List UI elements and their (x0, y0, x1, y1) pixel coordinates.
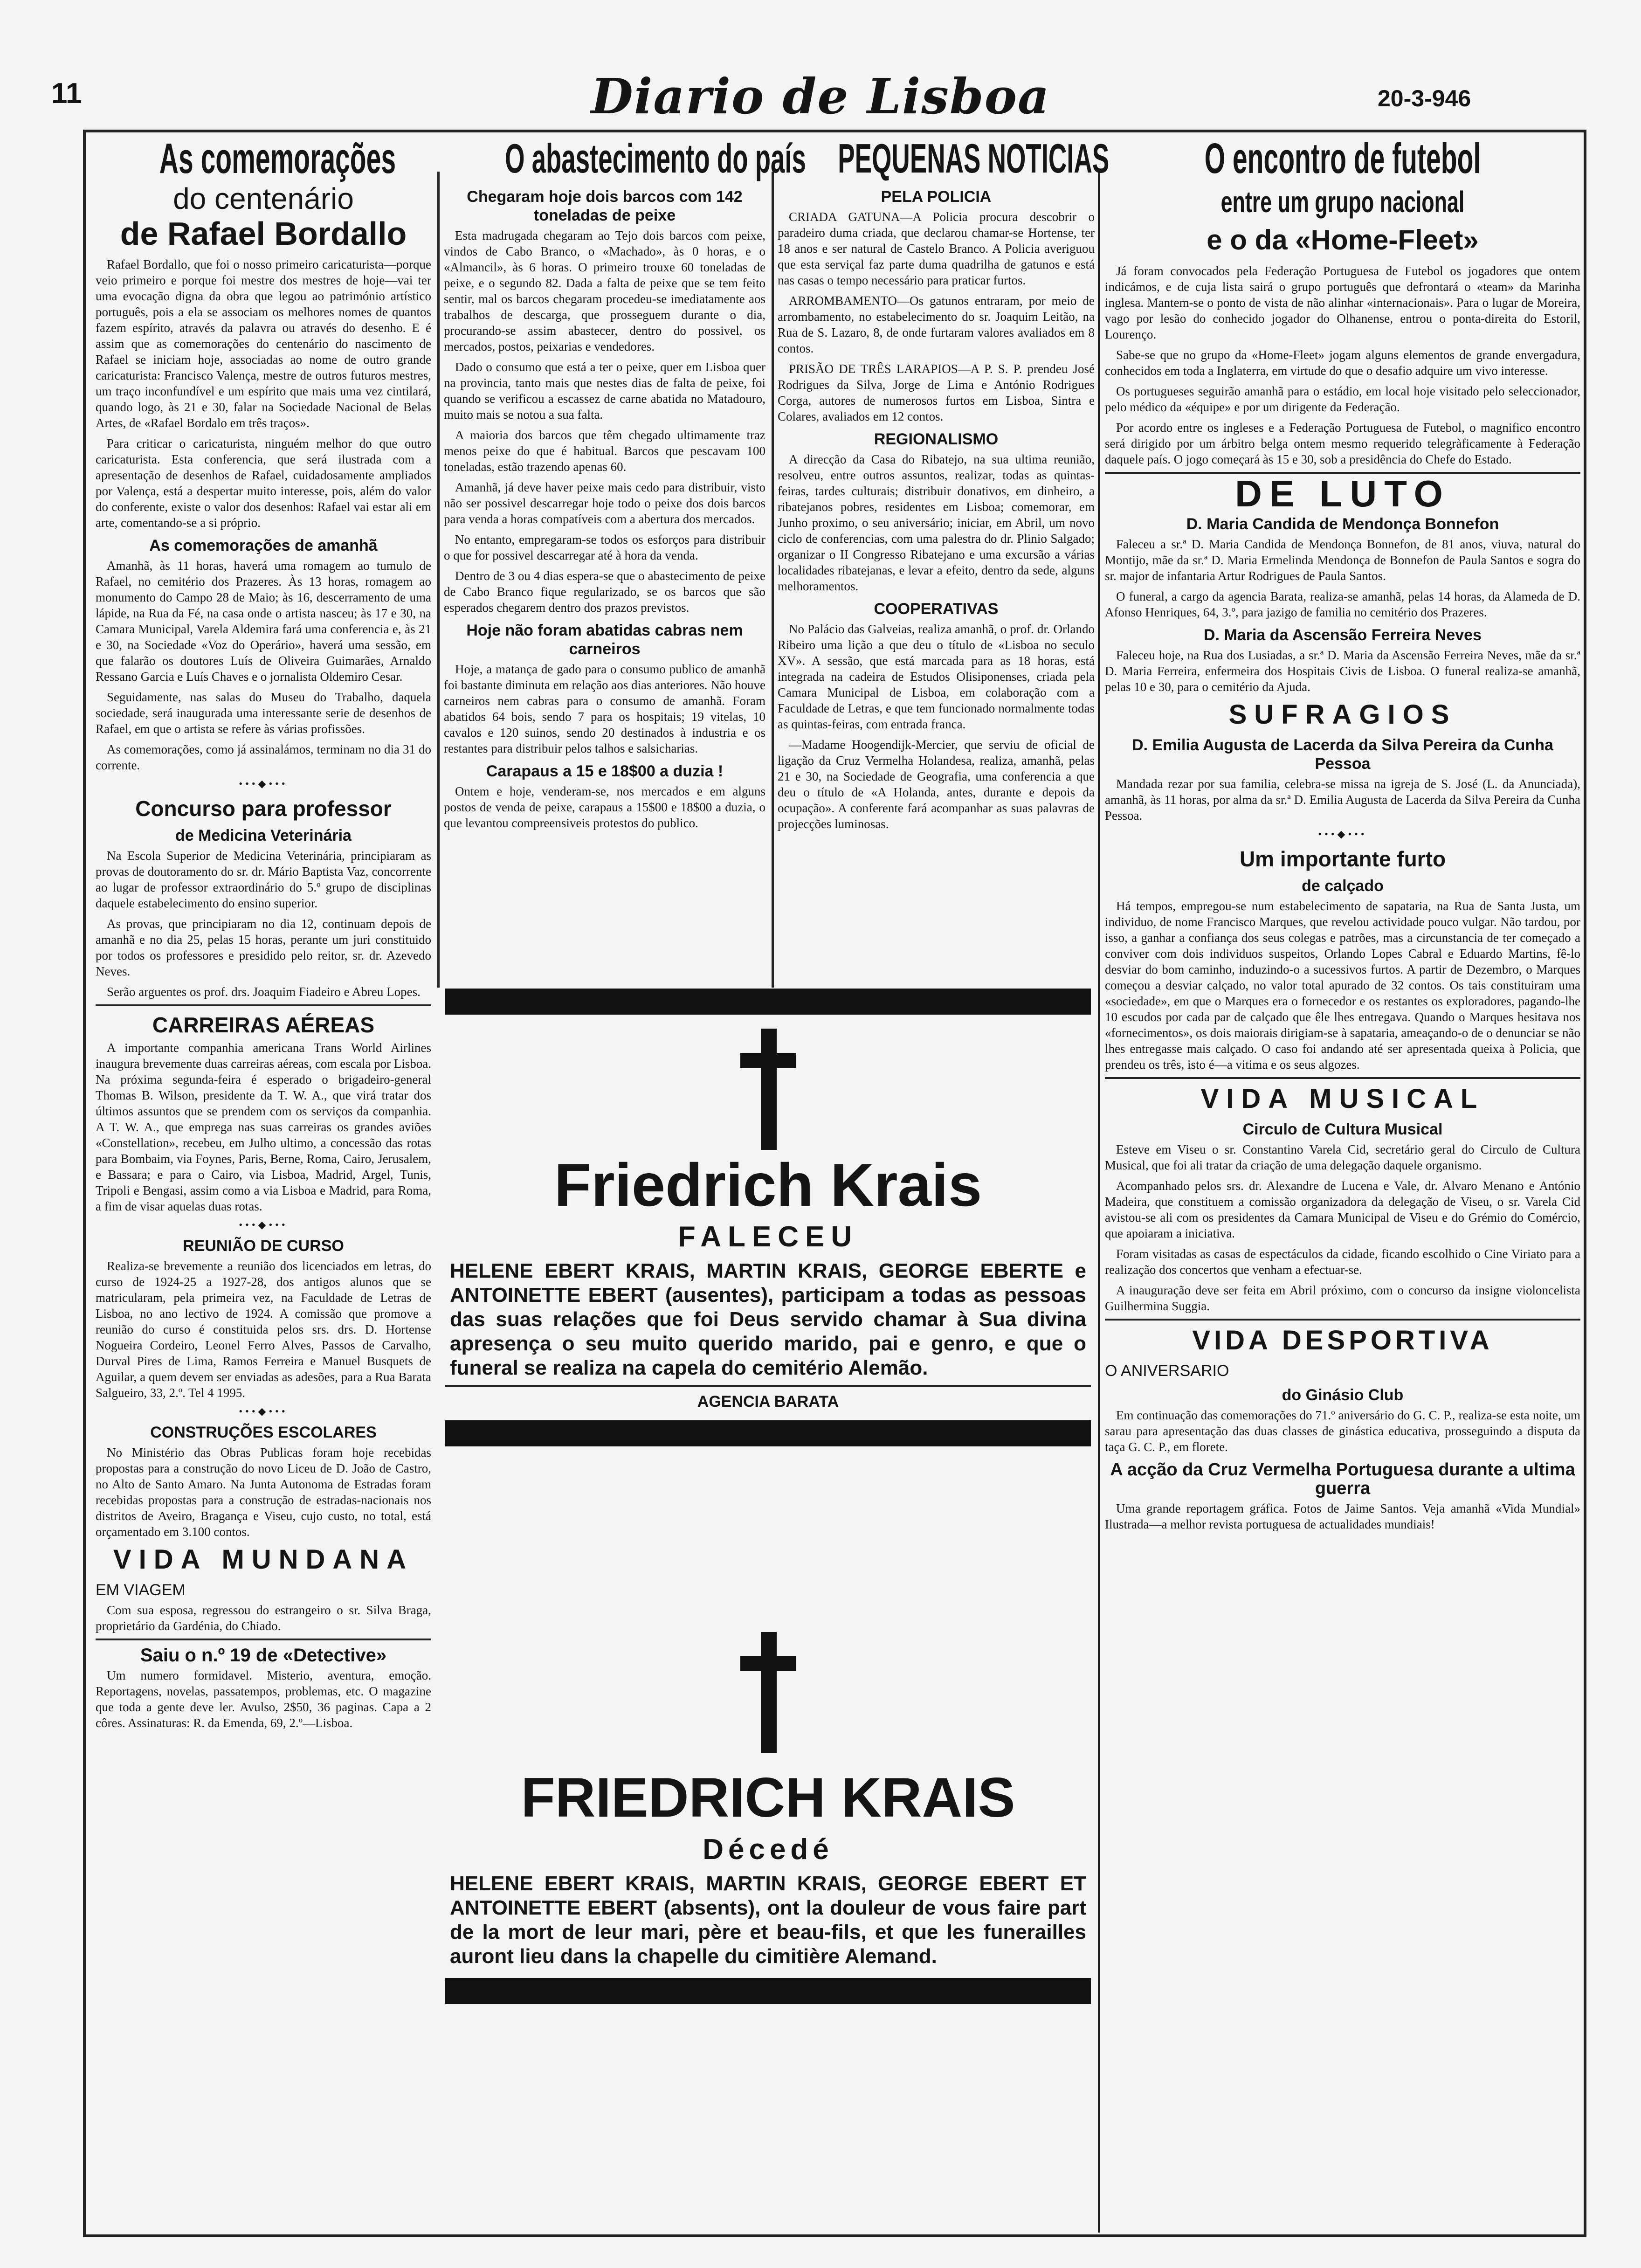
paragraph: Esteve em Viseu o sr. Constantino Varela Cid, secretário geral do Circulo de Cultura Musical, que foi ali tratar da criação de uma delegação daquele organismo. (1105, 1142, 1580, 1172)
paragraph: As provas, que principiaram no dia 12, continuam depois de amanhã e no dia 25, pelas 15 horas, perante um juri constituido por todos os professores e presidido pelo reitor, sr. dr. Azevedo Neves. (96, 917, 431, 978)
paragraph: Para criticar o caricaturista, ninguém melhor do que outro caricaturista. Esta conferencia, que será ilustrada com a apresentação de desenhos de Rafael, cuidadosamente ampliados por Valença, está a despertar muito interesse, pois, além do valor do conferente, existe o valor dos desenhos: Rafael vai estar ali em arte, comentando-se a si próprio. (96, 436, 431, 530)
notice-subtitle: FALECEU (677, 1221, 859, 1253)
paragraph: PRISÃO DE TRÊS LARAPIOS—A P. S. P. prendeu José Rodrigues da Silva, Jorge de Lima e António Rodrigues Corga, autores de numerosos furtos em Lisboa, Sintra e Colares, avaliados em 12 contos. (778, 362, 1095, 423)
notice-name: Friedrich Krais (554, 1151, 982, 1219)
paragraph: No Ministério das Obras Publicas foram hoje recebidas propostas para a construção do novo Liceu de D. João de Castro, no Alto de Santo Amaro. Na Junta Autonoma de Estradas foram recebidas propostas para a construção de estradas-nacionais nos distritos de Aveiro, Bragança e Viseu, cujo custo, no total, está orçamentado em 3.100 contos. (96, 1445, 431, 1539)
notice-name: FRIEDRICH KRAIS (521, 1766, 1015, 1829)
article-subtitle: do Ginásio Club (1282, 1386, 1404, 1404)
column-rule (1098, 172, 1100, 2233)
page-number: 11 (51, 77, 82, 110)
paragraph: No entanto, empregaram-se todos os esforços para distribuir o que for possivel descarregar até à hora da venda. (444, 532, 765, 562)
ornament-divider: •••◆••• (1318, 828, 1367, 840)
article-title-cruz-vermelha: A acção da Cruz Vermelha Portuguesa durante a ultima guerra (1110, 1460, 1575, 1498)
paragraph: CRIADA GATUNA—A Policia procura descobrir o paradeiro duma criada, que declarou chamar-se Hortense, ter 18 anos e ser natural de Castelo Branco. A Policia averiguou que esta serviçal faz parte duma quadrilha de gatunos e está nas casas o tempo necessário para praticar furtos. (778, 210, 1095, 287)
section-heading: REGIONALISMO (874, 430, 999, 448)
issue-date: 20-3-946 (1378, 85, 1471, 111)
paragraph: Serão arguentes os prof. drs. Joaquim Fiadeiro e Abreu Lopes. (107, 985, 421, 999)
paragraph: No Palácio das Galveias, realiza amanhã, o prof. dr. Orlando Ribeiro uma lição a que deu o título de «Lisboa no seculo XV». A sessão, que está marcada para as 18 horas, está integrada na cadeira de Estudos Olisiponenses, criada pela Camara Municipal de Lisboa, em colaboração com a Faculdade de Letras, e que tem funcionado normalmente todas as quintas-feiras, com entrada franca. (778, 622, 1095, 731)
article-subtitle: entre um grupo nacional (1220, 185, 1465, 219)
paragraph: Rafael Bordallo, que foi o nosso primeiro caricaturista—porque veio primeiro e porque foi mestre dos mestres de hoje—vai ter uma evocação digna da obra que legou ao património artístico português, pois a ela se associam os melhores nomes de quantos fazem espírito, através da palavra ou através do desenho. E é assim que as comemorações do centenário do nascimento de Rafael se iniciam hoje, associadas ao nome de outro grande caricaturista: Francisco Valença, mestre de outros futuros mestres, um traço inconfundível e um espírito que mais uma vez cintilará, quando logo, às 21 e 30, falar na Sociedade Nacional de Belas Artes, de «Rafael Bordalo em três traços». (96, 257, 431, 430)
column-1 (96, 135, 431, 2229)
funeral-notice-portuguese (445, 989, 1091, 1522)
column-rule (437, 172, 440, 988)
black-bar (445, 989, 1091, 1015)
article-subtitle: EM VIAGEM (96, 1581, 186, 1599)
paragraph: Amanhã, já deve haver peixe mais cedo para distribuir, visto não ser possivel descarregar hoje todo o peixe dos dois barcos para venda a horas compatíveis com a abertura dos mercados. (444, 480, 765, 526)
divider (1105, 1319, 1580, 1321)
paragraph: Por acordo entre os ingleses e a Federação Portuguesa de Futebol, o magnifico encontro será dirigido por um árbitro belga ontem mesmo requerido telegràficamente à Federação daquele país. O jogo começará às 15 e 30, sob a presidência do Chefe do Estado. (1105, 421, 1580, 466)
divider (1105, 1077, 1580, 1079)
notice-text: HELENE EBERT KRAIS, MARTIN KRAIS, GEORGE EBERT ET ANTOINETTE EBERT (absents), ont la douleur de vous faire part de la mort de leur mari, père et beau-fils, et que les funerailles auront lieu dans la chapelle du cimitière Alemand. (450, 1872, 1086, 1968)
article-subtitle: de calçado (1302, 877, 1384, 895)
notice-agency: AGENCIA BARATA (697, 1393, 839, 1411)
section-heading: Carapaus a 15 e 18$00 a duzia ! (486, 762, 724, 780)
section-heading: As comemorações de amanhã (149, 537, 378, 554)
article-title-abastecimento: O abastecimento do país (505, 135, 806, 181)
paragraph: Foram visitadas as casas de espectáculos da cidade, ficando escolhido o Cine Viriato para a realização dos concertos que venham a efectuar-se. (1105, 1247, 1580, 1277)
column-3 (778, 135, 1110, 989)
article-title-comemoracoes: As comemorações (159, 135, 396, 182)
paragraph: Ontem e hoje, venderam-se, nos mercados e em alguns postos de venda de peixe, carapaus a 15$00 e 18$00 a duzia, o que levantou compreensiveis protestos do publico. (444, 784, 765, 830)
paragraph: Dado o consumo que está a ter o peixe, quer em Lisboa quer na provincia, tanto mais que nestes dias de falta de peixe, foi quando se verificou a escassez de carne abatida no Matadouro, muito mais se notou a sua falta. (444, 360, 765, 422)
paragraph: Os portugueses seguirão amanhã para o estádio, em local hoje visitado pelo seleccionador, pelo médico da «équipe» e por um dirigente da Federação. (1105, 384, 1580, 414)
ornament-divider: •••◆••• (239, 1405, 288, 1417)
paragraph: —Madame Hoogendijk-Mercier, que serviu de oficial de ligação da Cruz Vermelha Holandesa, realiza, amanhã, pelas 21 e 30, na Sociedade de Geografia, uma conferencia a que deu o título de «A Holanda, antes, durante e depois da ocupação». A conferente fará acompanhar as suas palavras de projecções luminosas. (778, 738, 1095, 831)
divider (445, 1385, 1091, 1387)
masthead: Diario de Lisboa (591, 68, 1050, 125)
notice-subtitle: Décedé (703, 1833, 834, 1866)
article-title-mundana: VIDA MUNDANA (113, 1544, 414, 1575)
article-title-pequenas-noticias: PEQUENAS NOTICIAS (838, 135, 1110, 181)
article-subtitle: de Rafael Bordallo (120, 215, 407, 252)
paragraph: Há tempos, empregou-se num estabelecimento de sapataria, na Rua de Santa Justa, um individuo, de nome Francisco Marques, que revelou actividade pouco vulgar. Não tardou, por isso, a ganhar a confiança dos seus colegas e patrões, mas a circunstancia de ter começado a conviver com dois individuos suspeitos, Orlando Lopes Cabral e Eduardo Martins, fê-lo desviar do bom caminho, induzindo-o a sucessivos furtos. A partir de Dezembro, o Marques começou a desviar calçado, no valor total apurado de 32 contos. Os tais constituiram uma «sociedade», em que o Marques era o fornecedor e os restantes os exploradores, pagando-lhe 10 escudos por cada par de calçado que êle lhes entregava. Quando o Marques hesitava nos «fornecimentos», os dois maiorais dirigiam-se à sapataria, ameaçando-o de o denunciar se não lhes entregasse mais calçado. O caso foi andando até ser apresentada queixa à Policia, que prendeu os três, isto é—a vitima e os seus algozes. (1105, 899, 1580, 1072)
article-title-concurso: Concurso para professor (135, 796, 392, 821)
paragraph: O funeral, a cargo da agencia Barata, realiza-se amanhã, pelas 14 horas, da Alameda de D. Afonso Henriques, 64, 3.º, para jazigo de familia no cemitério dos Prazeres. (1105, 589, 1580, 619)
section-heading: PELA POLICIA (881, 188, 992, 206)
cross-icon (740, 1632, 796, 1753)
black-bar (445, 1978, 1091, 2004)
paragraph: Em continuação das comemorações do 71.º aniversário do G. C. P., realiza-se esta noite, um sarau para apresentação das duas classes de ginástica educativa, prosseguindo a disputa da taça G. C. P., em florete. (1105, 1408, 1580, 1454)
paragraph: A maioria dos barcos que têm chegado ultimamente traz menos peixe do que é habitual. Barcos que pescavam 100 toneladas, estão trazendo apenas 60. (444, 428, 765, 474)
paragraph: Na Escola Superior de Medicina Veterinária, principiaram as provas de doutoramento do sr. dr. Mário Baptista Vaz, concorrente ao lugar de professor extraordinário do 5.º grupo de disciplinas daquele estabelecimento do ensino superior. (96, 849, 431, 910)
article-subtitle: Chegaram hoje dois barcos com 142 toneladas de peixe (467, 188, 743, 224)
paragraph: A importante companhia americana Trans World Airlines inaugura brevemente duas carreiras aéreas, com escala por Lisboa. Na próxima segunda-feira é esperado o brigadeiro-general Thomas B. Wilson, presidente da T. W. A., que virá tratar dos últimos assuntos que se prendem com os serviços da companhia. A T. W. A., que emprega nas suas carreiras os grandes aviões «Constellation», recebeu, em Julho ultimo, a concessão das rotas para Bombaim, via Foynes, Paris, Berne, Roma, Cairo, Jerusalem, e Bassara; e para o Cairo, via Lisboa, Madrid, Argel, Tunis, Tripoli e Bengasi, assim como a via Lisboa e Madrid, para Roma, a fim de visar aquelas duas rotas. (96, 1041, 431, 1213)
paragraph: Dentro de 3 ou 4 dias espera-se que o abastecimento de peixe de Cabo Branco fique regularizado, se os barcos que são esperados chegarem dentro dos prazos previstos. (444, 569, 765, 615)
paragraph: Hoje, a matança de gado para o consumo publico de amanhã foi bastante diminuta em relação aos dias anteriores. Não houve carneiros nem cabras para o consumo de amanhã. Foram abatidos 64 bois, sendo 7 para os hospitais; 19 vitelas, 10 cavalos e 120 suinos, sendo 20 destinados à industria e os restantes para distribuir pelos talhos e salsicharias. (444, 662, 765, 755)
section-heading: COOPERATIVAS (874, 600, 999, 618)
article-title-reuniao: REUNIÃO DE CURSO (183, 1237, 344, 1255)
paragraph: Um numero formidavel. Misterio, aventura, emoção. Reportagens, novelas, passatempos, problemas, etc. O magazine que toda a gente deve ler. Avulso, 2$50, 36 paginas. Capa a 2 côres. Assinaturas: R. da Emenda, 69, 2.º—Lisboa. (96, 1668, 431, 1730)
article-title-carreiras: CARREIRAS AÉREAS (152, 1013, 375, 1037)
paragraph: Faleceu hoje, na Rua dos Lusiadas, a sr.ª D. Maria da Ascensão Ferreira Neves, mãe da sr.ª D. Maria Ferreira, enfermeira dos Hospitais Civis de Lisboa. O funeral realiza-se amanhã, pelas 10 e 30, para o cemitério da Ajuda. (1105, 648, 1580, 694)
article-subtitle: e o da «Home-Fleet» (1207, 224, 1479, 256)
article-title-detective: Saiu o n.º 19 de «Detective» (140, 1645, 387, 1666)
paragraph: Acompanhado pelos srs. dr. Alexandre de Lucena e Vale, dr. Alvaro Menano e António Madeira, que constituem a comissão organizadora da delegação de Viseu, o sr. Varela Cid avistou-se ali com os presidentes da Camara Municipal de Viseu e do Grémio do Comércio, que apoiaram a iniciativa. (1105, 1179, 1580, 1240)
funeral-notice-french (445, 1548, 1091, 2112)
paragraph: Amanhã, às 11 horas, haverá uma romagem ao tumulo de Rafael, no cemitério dos Prazeres. Às 13 horas, romagem ao monumento do Campo 28 de Maio; às 16, descerramento de uma lápide, na Rua da Fé, na casa onde o artista nasceu; às 17 e 30, na Camara Municipal, Varela Aldemira fará uma conferencia e, às 21 e 30, na Sociedade «Voz do Operário», haverá uma sessão, em que falarão os doutores Luís de Oliveira Guimarães, Arnaldo Ressano Garcia e Luís Chaves e o jornalista Oldemiro Cesar. (96, 559, 431, 684)
obituary-name: D. Emilia Augusta de Lacerda da Silva Pereira da Cunha Pessoa (1132, 736, 1553, 773)
article-title-luto: DE LUTO (1235, 473, 1450, 514)
divider (96, 1004, 431, 1006)
paragraph: Uma grande reportagem gráfica. Fotos de Jaime Santos. Veja amanhã «Vida Mundial» Ilustrada—a melhor revista portuguesa de actualidades mundiais! (1105, 1501, 1580, 1531)
article-title-furto: Um importante furto (1239, 847, 1446, 871)
paragraph: Esta madrugada chegaram ao Tejo dois barcos com peixe, vindos de Cabo Branco, o «Machado», às 0 horas, e o «Almancil», às 6 horas. O primeiro trouxe 60 toneladas de peixe, e o segundo 82. Dada a falta de peixe que se tem feito sentir, mal os barcos chegaram procedeu-se imediatamente aos trabalhos de descarga, que prosseguem durante o dia, procurando-se assim abastecer, dentro do possivel, os mercados, postos, peixarias e vendedores. (444, 228, 765, 353)
paragraph: Mandada rezar por sua familia, celebra-se missa na igreja de S. José (L. da Anunciada), amanhã, às 11 horas, por alma da sr.ª D. Emilia Augusta de Lacerda da Silva Pereira da Cunha Pessoa. (1105, 777, 1580, 823)
paragraph: Realiza-se brevemente a reunião dos licenciados em letras, do curso de 1924-25 a 1927-28, dos antigos alunos que se matricularam, pela primeira vez, na Faculdade de Letras de Lisboa, no ano lectivo de 1924. A comissão que promove a reunião do curso é constituida pelos srs. drs. D. Hortense Nogueira Cordeiro, Leonel Ferro Alves, Passos de Carvalho, Durval Pires de Lima, Ramos Ferreira e Manuel Busquets de Aguilar, a quem devem ser enviadas as adesões, para a Rua Barata Salgueiro, 33, 2.º. Tel 4 1995. (96, 1259, 431, 1400)
article-subtitle: O ANIVERSARIO (1105, 1362, 1229, 1380)
article-subtitle: de Medicina Veterinária (175, 827, 352, 844)
article-title-futebol: O encontro de futebol (1204, 135, 1481, 182)
section-heading: Hoje não foram abatidas cabras nem carneiros (466, 622, 743, 658)
ornament-divider: •••◆••• (239, 1219, 288, 1231)
column-2 (444, 135, 806, 989)
article-title-sufragios: SUFRAGIOS (1228, 699, 1457, 730)
paragraph: ARROMBAMENTO—Os gatunos entraram, por meio de arrombamento, no estabelecimento do sr. Joaquim Leitão, na Rua de S. Lazaro, 8, de onde furtaram valores avaliados em 8 contos. (778, 294, 1095, 355)
article-title-vida-desportiva: VIDA DESPORTIVA (1192, 1325, 1493, 1355)
black-bar (445, 1420, 1091, 1446)
paragraph: A direcção da Casa do Ribatejo, na sua ultima reunião, resolveu, entre outros assuntos, realizar, todas as quintas-feiras, tardes culturais; distribuir donativos, em dinheiro, a ribatejanos pobres, residentes em Lisboa; comemorar, em Junho proximo, o seu aniversário; iniciar, em Abril, um novo ciclo de conferencias, com uma palestra do dr. Plinio Salgado; organizar o II Congresso Ribatejano e uma excursão a várias localidades ribatejanas, e levar a efeito, dentro da sede, alguns melhoramentos. (778, 452, 1095, 593)
paragraph: Faleceu a sr.ª D. Maria Candida de Mendonça Bonnefon, de 81 anos, viuva, natural do Montijo, mãe da sr.ª D. Maria Ermelinda Mendonça de Bonnefon de Paula Santos e sogra do sr. major de infantaria Artur Rodrigues de Paula Santos. (1105, 537, 1580, 583)
cross-icon (740, 1029, 796, 1150)
paragraph: A inauguração deve ser feita em Abril próximo, com o concurso da insigne violoncelista Guilhermina Suggia. (1105, 1283, 1580, 1313)
paragraph: As comemorações, como já assinalámos, terminam no dia 31 do corrente. (96, 742, 431, 772)
divider (96, 1639, 431, 1640)
paragraph: Já foram convocados pela Federação Portuguesa de Futebol os jogadores que ontem indicámos, e de cuja lista sairá o grupo português que defrontará o «team» da Marinha inglesa. Mantem-se o ponto de vista de não alinhar «internacionais». Para o lugar de Moreira, vago por lesão do conhecido jogador do Olhanense, entrou o ponta-direita do Estoril, Lourenço. (1105, 264, 1580, 341)
paragraph: Seguidamente, nas salas do Museu do Trabalho, daquela sociedade, será inaugurada uma interessante serie de desenhos de Rafael, em que o artista se refere às várias profissões. (96, 690, 431, 736)
ornament-divider: •••◆••• (239, 778, 288, 789)
obituary-name: D. Maria da Ascensão Ferreira Neves (1204, 626, 1482, 644)
paragraph: Sabe-se que no grupo da «Home-Fleet» jogam alguns elementos de grande envergadura, conhecidos em toda a Inglaterra, em virtude do que o desafio adquire um vivo interesse. (1105, 348, 1580, 378)
article-subtitle: Circulo de Cultura Musical (1242, 1120, 1443, 1138)
article-title-construcoes: CONSTRUÇÕES ESCOLARES (150, 1424, 377, 1441)
obituary-name: D. Maria Candida de Mendonça Bonnefon (1186, 515, 1499, 533)
article-title-vida-musical: VIDA MUSICAL (1200, 1084, 1485, 1114)
paragraph: Com sua esposa, regressou do estrangeiro o sr. Silva Braga, proprietário da Gardénia, do Chiado. (96, 1603, 431, 1633)
column-rule (772, 172, 774, 988)
notice-text: HELENE EBERT KRAIS, MARTIN KRAIS, GEORGE EBERTE e ANTOINETTE EBERT (ausentes), participam a todas as pessoas das suas relações que foi Deus servido chamar à Sua divina apresença o seu muito querido marido, pai e genro, e que o funeral se realiza na capela do cemitério Alemão. (450, 1259, 1086, 1379)
column-4 (1105, 135, 1580, 2229)
article-subtitle: do centenário (173, 182, 354, 215)
